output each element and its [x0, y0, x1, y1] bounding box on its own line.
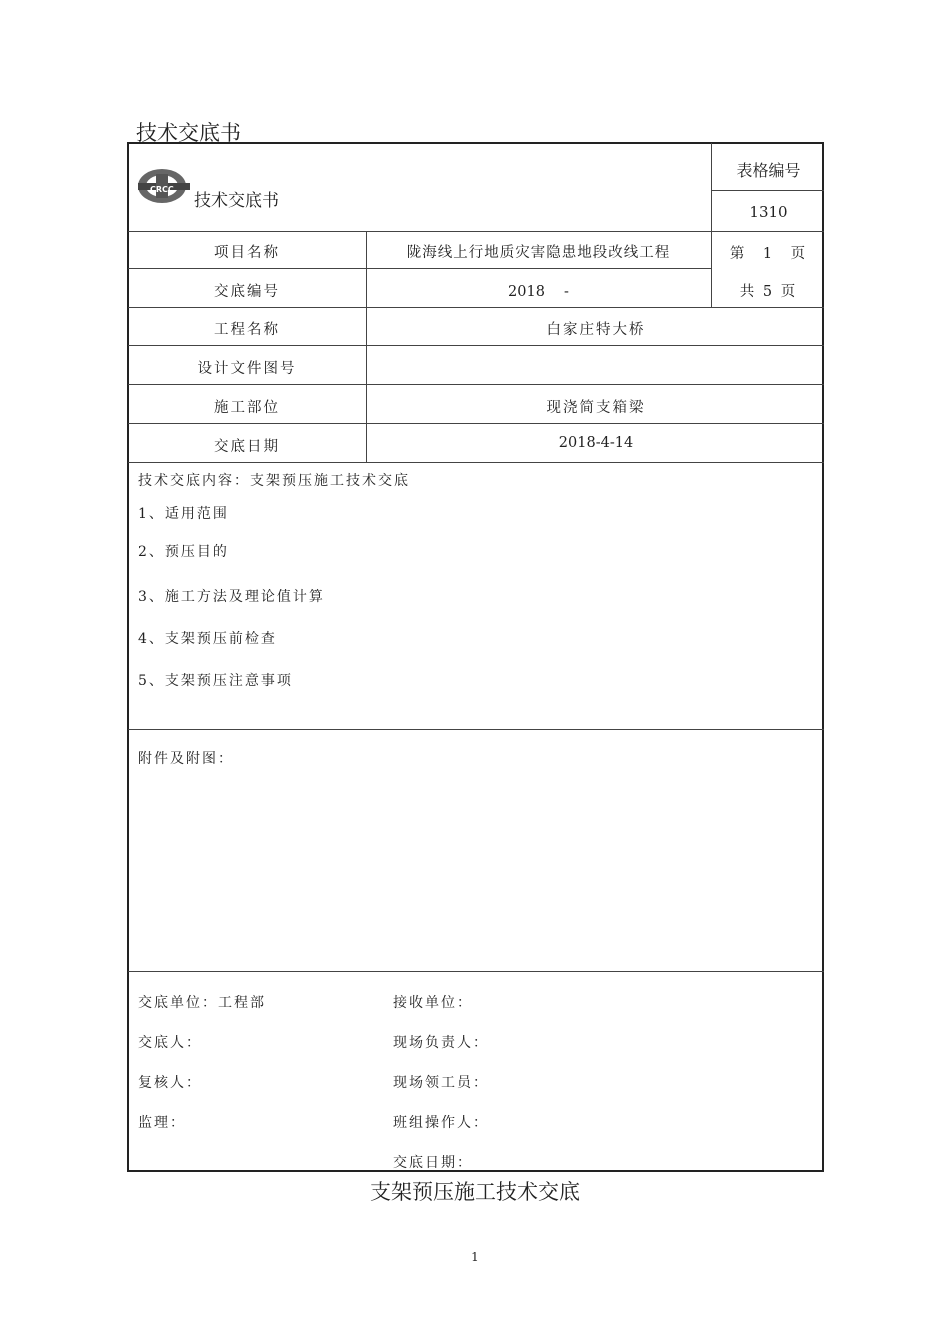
label-disclosure-number: 交底编号: [214, 284, 280, 300]
value-work-name: 白家庄特大桥: [546, 322, 646, 338]
page-number: 1: [471, 1250, 479, 1264]
value-construction-part: 现浇简支箱梁: [546, 400, 646, 416]
label-design-drawing-no: 设计文件图号: [197, 361, 297, 377]
form-title: 技术交底书: [194, 191, 279, 211]
content-item: 3、施工方法及理论值计算: [138, 589, 325, 605]
signature-left: 交底人：: [138, 1035, 202, 1051]
signature-right: 交底日期：: [393, 1155, 473, 1171]
signature-right: 现场领工员：: [393, 1075, 489, 1091]
page-current: 第 1 页: [729, 246, 808, 262]
label-work-name: 工程名称: [214, 322, 280, 338]
crcc-logo: [136, 166, 192, 206]
signature-left: 交底单位：工程部: [138, 995, 266, 1011]
content-item: 4、支架预压前检查: [138, 631, 277, 647]
signature-right: 接收单位：: [393, 995, 473, 1011]
svg-text:CRCC: CRCC: [150, 185, 174, 194]
value-disclosure-number: 2018 -: [508, 284, 569, 300]
value-project-name: 陇海线上行地质灾害隐患地段改线工程: [406, 245, 671, 261]
page-total: 共 5 页: [739, 284, 798, 300]
attachments-label: 附件及附图：: [138, 751, 234, 767]
label-project-name: 项目名称: [214, 245, 280, 261]
content-item: 1、适用范围: [138, 506, 229, 522]
footer-title: 支架预压施工技术交底: [370, 1180, 580, 1204]
form-number-value: 1310: [749, 203, 788, 221]
page-heading: 技术交底书: [136, 121, 241, 145]
content-item: 2、预压目的: [138, 544, 229, 560]
form-number-label: 表格编号: [736, 161, 801, 180]
value-disclosure-date: 2018-4-14: [558, 435, 634, 451]
label-construction-part: 施工部位: [214, 400, 280, 416]
content-item: 5、支架预压注意事项: [138, 673, 293, 689]
signature-right: 班组操作人：: [393, 1115, 489, 1131]
signature-left: 监理：: [138, 1115, 186, 1131]
content-heading: 技术交底内容：支架预压施工技术交底: [138, 473, 410, 489]
signature-right: 现场负责人：: [393, 1035, 489, 1051]
label-disclosure-date: 交底日期: [214, 439, 280, 455]
signature-left: 复核人：: [138, 1075, 202, 1091]
